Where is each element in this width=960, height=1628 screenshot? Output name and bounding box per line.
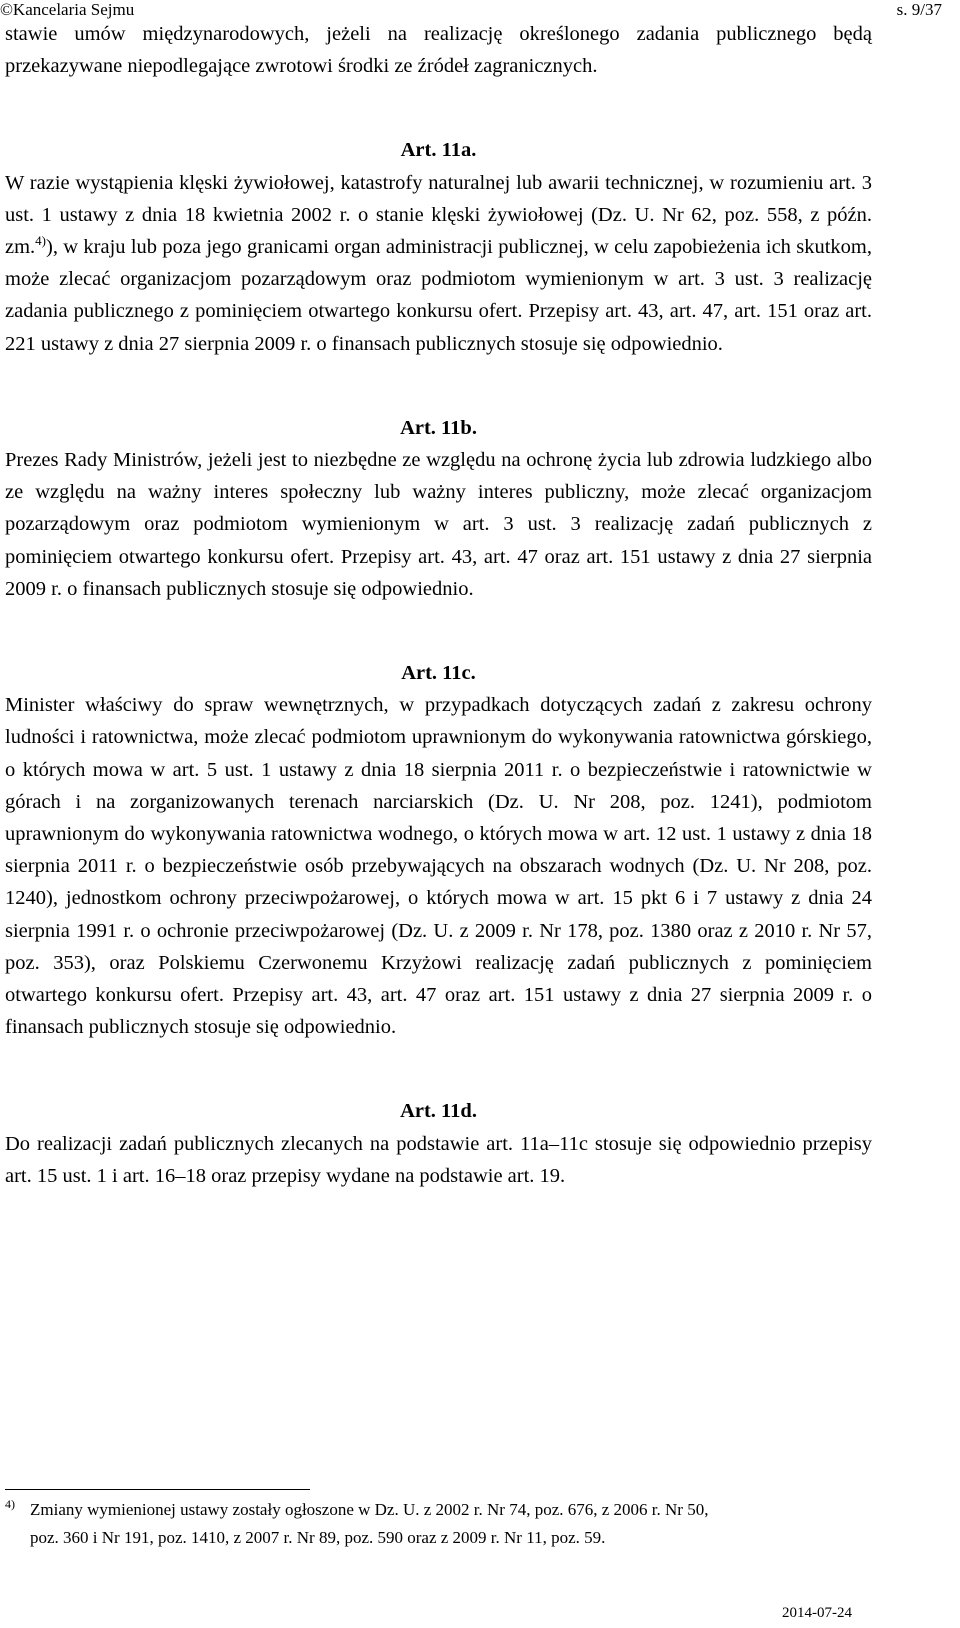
footnote-line: poz. 360 i Nr 191, poz. 1410, z 2007 r. Nr 89, poz. 590 oraz z 2009 r. Nr 11, poz. 59. [30, 1528, 606, 1547]
article-text [5, 167, 872, 360]
article-text-part: ), w kraju lub poza jego granicami organ administracji publicznej, w celu zapobieżenia ich skutkom, może zlecać organizacjom pozarządowym oraz podmiotom wymienionym w art. 3 ust. 3 realizację zadania publicznego z pominięciem otwartego konkursu ofert. Przepisy art. 43, art. 47, art. 151 oraz art. 221 ustawy z dnia 27 sierpnia 2009 r. o finansach publicznych stosuje się odpowiednio. [5, 236, 872, 355]
footnote-marker: 4) [5, 1497, 15, 1511]
document-body [5, 18, 872, 1192]
page-number: s. 9/37 [896, 0, 942, 19]
article-title: Art. 11a. [400, 139, 477, 162]
article-11c [5, 605, 872, 1043]
footnote-separator [5, 1489, 310, 1490]
footnote-reference: 4) [35, 233, 47, 249]
footnote-text [30, 1496, 885, 1552]
article-text: Minister właściwy do spraw wewnętrznych, w przypadkach dotyczących zadań z zakresu ochrony ludności i ratownictwa, może zlecać podmiotom uprawnionym do wykonywania ratownictwa górskiego, o których mowa w art. 5 ust. 1 ustawy z dnia 18 sierpnia 2011 r. o bezpieczeństwie i ratownictwie w górach i na zorganizowanych terenach narciarskich (Dz. U. Nr 208, poz. 1241), podmiotom uprawnionym do wykonywania ratownictwa wodnego, o których mowa w art. 12 ust. 1 ustawy z dnia 18 sierpnia 2011 r. o bezpieczeństwie osób przebywających na obszarach wodnych (Dz. U. Nr 208, poz. 1240), jednostkom ochrony przeciwpożarowej, o których mowa w art. 15 pkt 6 i 7 ustawy z dnia 24 sierpnia 1991 r. o ochronie przeciwpożarowej (Dz. U. z 2009 r. Nr 178, poz. 1380 oraz z 2010 r. Nr 57, poz. 353), oraz Polskiemu Czerwonemu Krzyżowi realizację zadań publicznych z pominięciem otwartego konkursu ofert. Przepisy art. 43, art. 47 oraz art. 151 ustawy z dnia 27 sierpnia 2009 r. o finansach publicznych stosuje się odpowiednio. [5, 694, 872, 1039]
article-text: Do realizacji zadań publicznych zlecanych na podstawie art. 11a–11c stosuje się odpowiednio przepisy art. 15 ust. 1 i art. 16–18 oraz przepisy wydane na podstawie art. 19. [5, 1132, 872, 1187]
article-text: Prezes Rady Ministrów, jeżeli jest to niezbędne ze względu na ochronę życia lub zdrowia ludzkiego albo ze względu na ważny interes społeczny lub ważny interes publiczny, może zlecać organizacjom pozarządowym oraz podmiotom wymienionym w art. 3 ust. 3 realizację zadań publicznych z pominięciem otwartego konkursu ofert. Przepisy art. 43, art. 47 oraz art. 151 ustawy z dnia 27 sierpnia 2009 r. o finansach publicznych stosuje się odpowiednio. [5, 449, 872, 600]
footnote-line: Zmiany wymienionej ustawy zostały ogłoszone w Dz. U. z 2002 r. Nr 74, poz. 676, z 2006 r. Nr 50, [30, 1500, 709, 1519]
article-11a [5, 82, 872, 359]
article-title: Art. 11d. [400, 1100, 477, 1123]
article-text-part: W razie wystąpienia klęski żywiołowej, katastrofy naturalnej lub awarii technicznej, w rozumieniu art. 3 ust. 1 ustawy z dnia 18 kwietnia 2002 r. o stanie klęski żywiołowej (Dz. U. Nr 62, poz. 558, z późn. zm. [5, 171, 872, 259]
document-date: 2014-07-24 [782, 1605, 852, 1621]
article-title: Art. 11c. [401, 662, 476, 685]
article-title: Art. 11b. [400, 416, 477, 439]
footnote [5, 1496, 885, 1552]
copyright-source: ©Kancelaria Sejmu [0, 0, 135, 19]
article-11d [5, 1043, 872, 1192]
intro-paragraph: stawie umów międzynarodowych, jeżeli na realizację określonego zadania publicznego będą przekazywane niepodlegające zwrotowi środki ze źródeł zagranicznych. [5, 23, 872, 78]
article-11b [5, 360, 872, 605]
